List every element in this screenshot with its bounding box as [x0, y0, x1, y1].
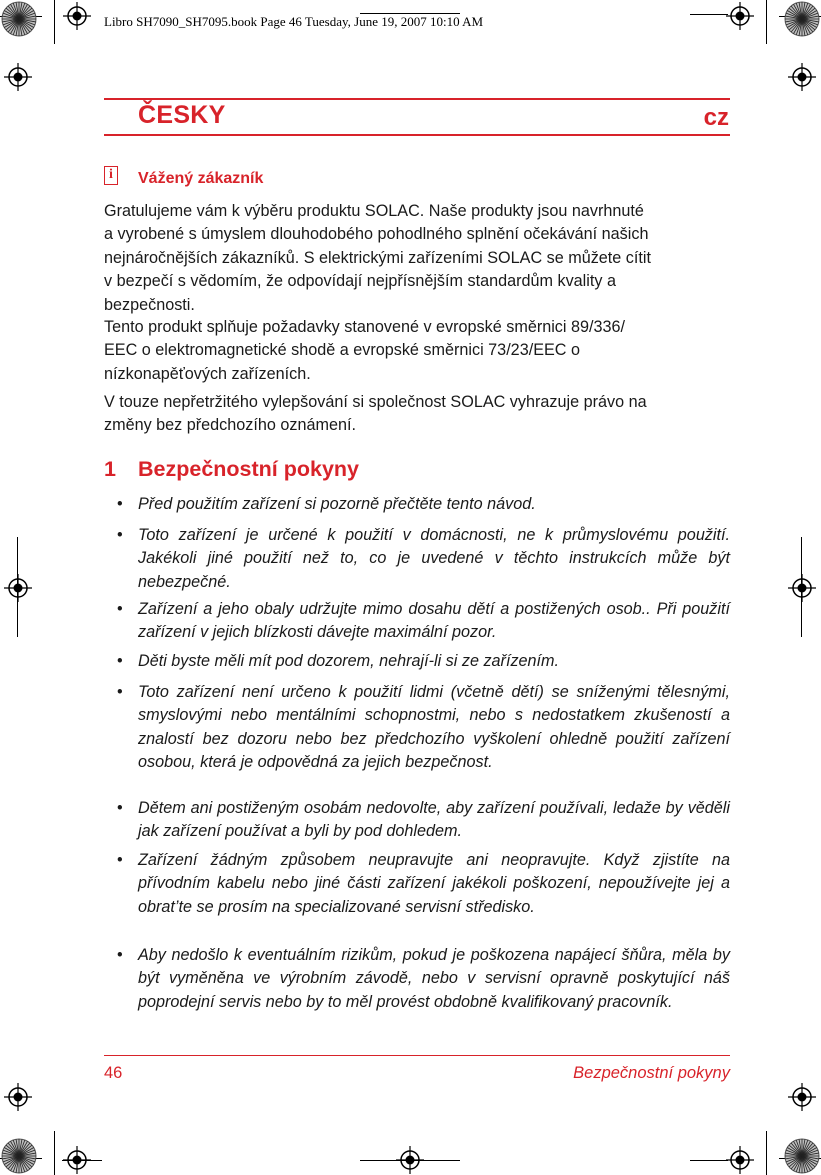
- header-rule-bottom: [104, 134, 730, 136]
- list-item: [104, 944, 730, 1014]
- starburst-mark-icon: [783, 0, 821, 38]
- starburst-mark-icon: [0, 0, 38, 38]
- starburst-mark-icon: [0, 1137, 38, 1175]
- list-item: [104, 797, 730, 844]
- registration-mark-icon: [4, 574, 32, 602]
- list-item-text: Zařízení žádným způsobem neupravujte ani neopravujte. Když zjistíte na přívodním kabelu nebo jiné části zařízení jakékoli poškození, nepoužívejte jej a obrat’te se prosím na specializované servisní středisko.: [138, 851, 730, 916]
- page-number: 46: [104, 1064, 123, 1082]
- crop-line-top-right-inner: [690, 14, 728, 15]
- list-item-text: Děti byste měli mít pod dozorem, nehrají-li si ze zařízením.: [138, 652, 560, 670]
- list-item-text: Zařízení a jeho obaly udržujte mimo dosahu dětí a postižených osob.. Při použití zařízení v jejich blízkosti dávejte maximální pozor.: [138, 600, 730, 642]
- list-item: [104, 650, 730, 673]
- crop-line-top-mid: [360, 13, 460, 14]
- language-code: cz: [703, 104, 729, 131]
- language-title: ČESKY: [138, 101, 226, 129]
- list-item-text: Toto zařízení je určené k použití v domácnosti, ne k průmyslovému použití. Jakékoli jiné použití než to, co je uvedené v těchto instrukcích může být nebezpečné.: [138, 526, 730, 591]
- registration-mark-icon: [788, 63, 816, 91]
- header-rule-top: [104, 98, 730, 100]
- bullet-icon: •: [117, 946, 123, 964]
- registration-mark-icon: [4, 63, 32, 91]
- paragraph-line: a vyrobené s úmyslem dlouhodobého pohodlného splnění očekávání našich: [104, 225, 649, 244]
- registration-mark-icon: [726, 1146, 754, 1174]
- section-heading: [104, 457, 359, 482]
- bullet-icon: •: [117, 851, 123, 869]
- registration-mark-icon: [63, 2, 91, 30]
- bullet-icon: •: [117, 799, 123, 817]
- footer-section-name: Bezpečnostní pokyny: [573, 1064, 730, 1082]
- list-item: [104, 493, 730, 516]
- registration-mark-icon: [4, 1083, 32, 1111]
- paragraph-line: v bezpečí s vědomím, že odpovídají nejpřísnějším standardům kvality a: [104, 272, 616, 291]
- print-header: Libro SH7090_SH7095.book Page 46 Tuesday, June 19, 2007 10:10 AM: [104, 14, 484, 29]
- bullet-icon: •: [117, 495, 123, 513]
- paragraph-line: nejnáročnějších zákazníků. S elektrickými zařízeními SOLAC se můžete cítit: [104, 248, 651, 267]
- registration-mark-icon: [63, 1146, 91, 1174]
- bullet-icon: •: [117, 683, 123, 701]
- crop-line-bottom-right-inner: [690, 1160, 728, 1161]
- greeting-heading: Vážený zákazník: [138, 170, 264, 187]
- registration-mark-icon: [788, 574, 816, 602]
- paragraph-line: změny bez předchozího oznámení.: [104, 416, 356, 435]
- paragraph-line: nízkonapěťových zařízeních.: [104, 364, 311, 383]
- crop-line-bottom-left-v: [54, 1131, 55, 1175]
- list-item-text: Aby nedošlo k eventuálním rizikům, pokud je poškozena napájecí šňůra, měla by být vyměněna ve výrobním závodě, nebo v servisní opravně poskytující náš poprodejní servis nebo by to měl provést obdobně kvalifikovaný pracovník.: [138, 946, 730, 1011]
- section-title: Bezpečnostní pokyny: [138, 457, 360, 481]
- registration-mark-icon: [788, 1083, 816, 1111]
- list-item: [104, 524, 730, 594]
- directive-paragraph: [104, 316, 730, 386]
- list-item-text: Před použitím zařízení si pozorně přečtěte tento návod.: [138, 495, 536, 513]
- list-item-text: Toto zařízení není určeno k použití lidmi (včetně dětí) se sníženými tělesnými, smyslovými nebo mentálními schopnostmi, nebo s nedostatkem zkušeností a znalostí bez dozoru nebo bez předchozího vyškolení ohledně použití zařízení osobou, která je odpovědná za jejich bezpečnost.: [138, 683, 730, 772]
- paragraph-line: Tento produkt splňuje požadavky stanovené v evropské směrnici 89/336/: [104, 318, 626, 336]
- registration-mark-icon: [396, 1146, 424, 1174]
- crop-line-top-right-v: [766, 0, 767, 44]
- registration-mark-icon: [726, 2, 754, 30]
- bullet-icon: •: [117, 600, 123, 618]
- list-item: [104, 681, 730, 775]
- footer-rule: [104, 1055, 730, 1056]
- improvement-paragraph: [104, 391, 730, 438]
- paragraph-line: V touze nepřetržitého vylepšování si společnost SOLAC vyhrazuje právo na: [104, 393, 647, 411]
- section-number: 1: [104, 457, 116, 481]
- crop-line-top-left-v: [54, 0, 55, 44]
- info-icon: i: [104, 166, 118, 185]
- intro-paragraph: [104, 200, 730, 317]
- list-item: [104, 598, 730, 645]
- crop-line-bottom-right-v: [766, 1131, 767, 1175]
- bullet-icon: •: [117, 526, 123, 544]
- starburst-mark-icon: [783, 1137, 821, 1175]
- bullet-icon: •: [117, 652, 123, 670]
- paragraph-line: Gratulujeme vám k výběru produktu SOLAC. Naše produkty jsou navrhnuté: [104, 202, 644, 220]
- paragraph-line: bezpečnosti.: [104, 295, 195, 314]
- list-item: [104, 849, 730, 919]
- paragraph-line: EEC o elektromagnetické shodě a evropské směrnici 73/23/EEC o: [104, 341, 580, 360]
- list-item-text: Dětem ani postiženým osobám nedovolte, aby zařízení používali, ledaže by věděli jak zařízení používat a byli by pod dohledem.: [138, 799, 730, 841]
